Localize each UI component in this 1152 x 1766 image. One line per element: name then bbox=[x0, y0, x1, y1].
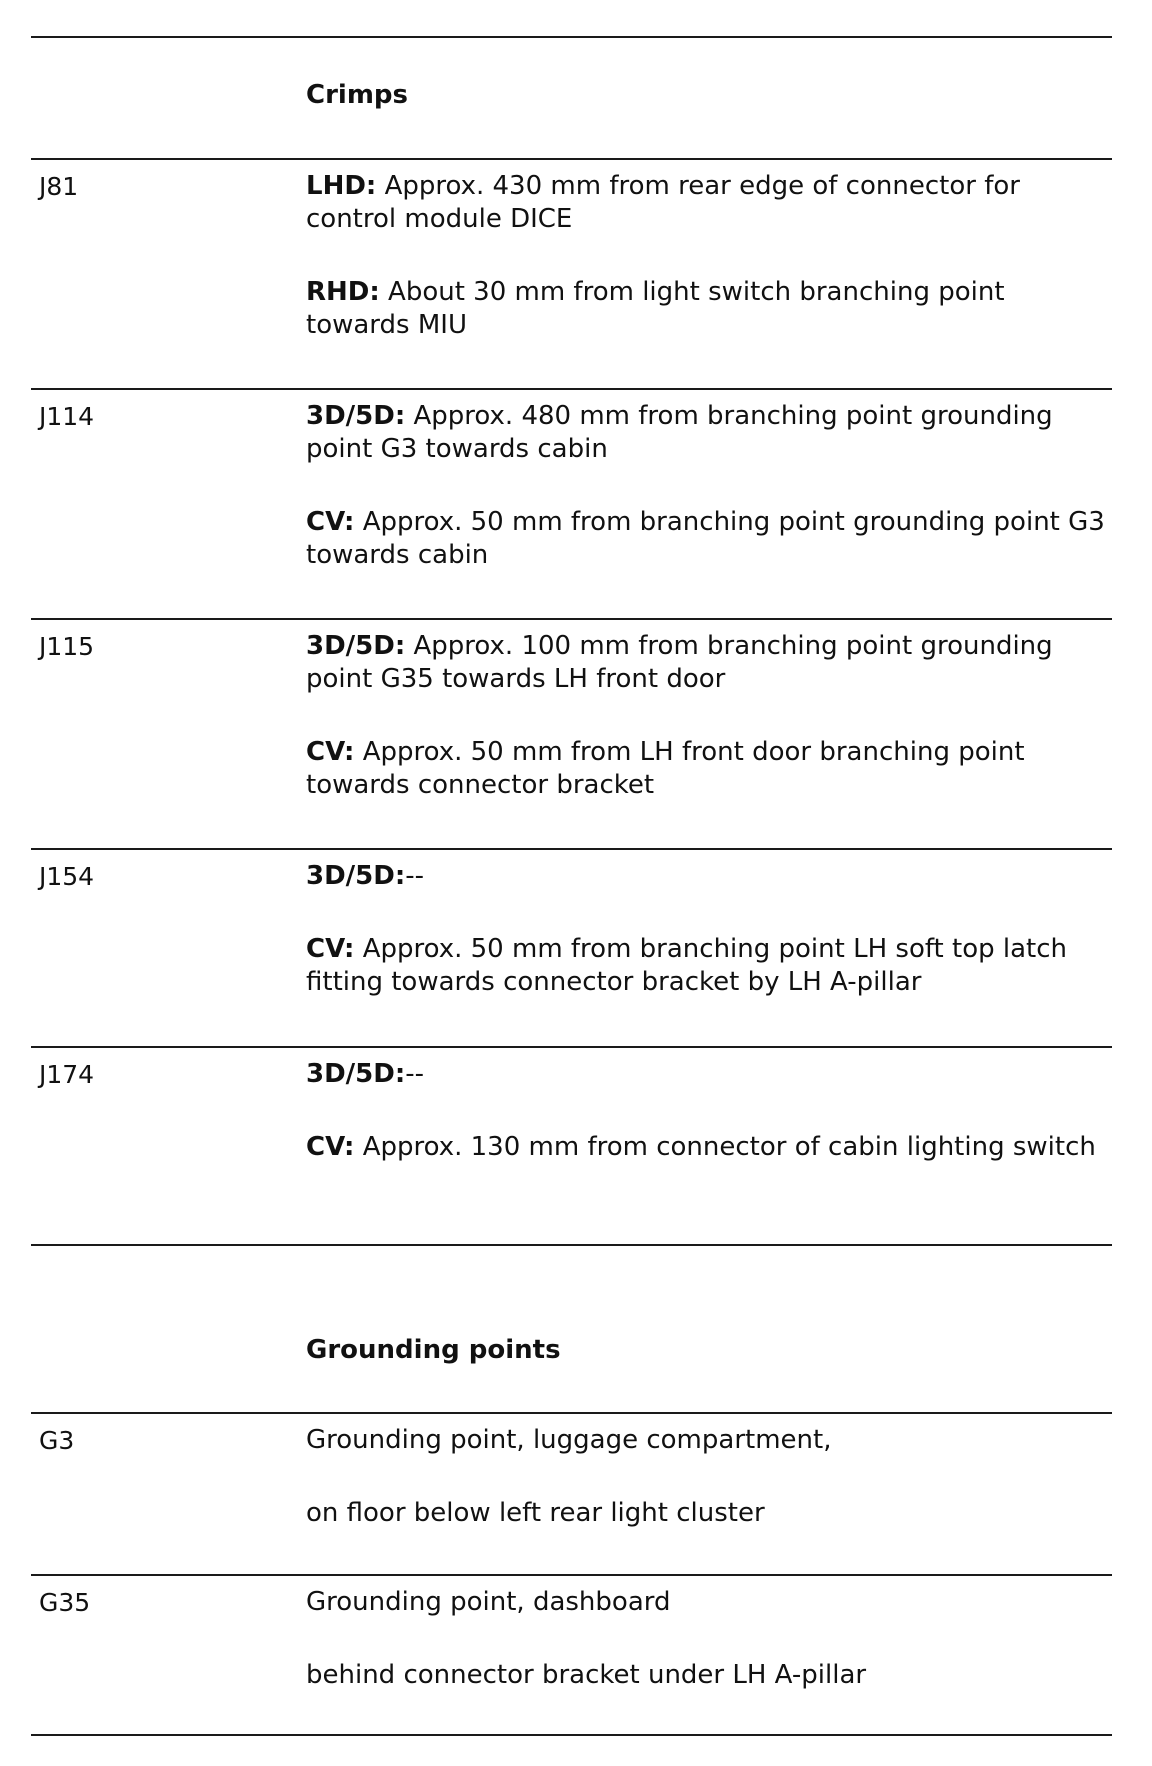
table-top-rule bbox=[31, 36, 1112, 38]
variant-text: Approx. 430 mm from rear edge of connector for control module DICE bbox=[306, 171, 1020, 234]
crimp-code: J154 bbox=[39, 862, 95, 891]
crimp-description bbox=[306, 860, 1111, 999]
row-divider bbox=[31, 158, 1112, 160]
row-divider bbox=[31, 388, 1112, 390]
variant-paragraph bbox=[306, 736, 1111, 802]
variant-text: About 30 mm from light switch branching point towards MIU bbox=[306, 277, 1005, 340]
variant-text: -- bbox=[405, 1059, 425, 1089]
grounding-description bbox=[306, 1586, 1111, 1692]
variant-text: Approx. 50 mm from branching point LH soft top latch fitting towards connector bracket by LH A-pillar bbox=[306, 934, 1067, 997]
section-divider bbox=[31, 1244, 1112, 1246]
grounding-code: G35 bbox=[39, 1588, 91, 1617]
description-line: Grounding point, luggage compartment, bbox=[306, 1425, 832, 1455]
variant-label: 3D/5D: bbox=[306, 401, 406, 431]
crimp-code: J174 bbox=[39, 1060, 95, 1089]
table-bottom-rule bbox=[31, 1734, 1112, 1736]
variant-paragraph bbox=[306, 400, 1111, 466]
variant-label: CV: bbox=[306, 934, 355, 964]
variant-paragraph bbox=[306, 506, 1111, 572]
row-divider bbox=[31, 1412, 1112, 1414]
crimps-heading: Crimps bbox=[306, 80, 408, 110]
variant-label: 3D/5D: bbox=[306, 861, 406, 891]
variant-label: RHD: bbox=[306, 277, 380, 307]
crimp-code: J114 bbox=[39, 402, 95, 431]
grounding-points-heading: Grounding points bbox=[306, 1335, 561, 1365]
grounding-description bbox=[306, 1424, 1111, 1530]
variant-paragraph bbox=[306, 170, 1111, 236]
crimp-code: J81 bbox=[39, 172, 79, 201]
description-line: Grounding point, dashboard bbox=[306, 1587, 671, 1617]
variant-paragraph bbox=[306, 860, 1111, 893]
variant-text: -- bbox=[405, 861, 425, 891]
row-divider bbox=[31, 848, 1112, 850]
variant-paragraph bbox=[306, 1058, 1111, 1091]
variant-text: Approx. 100 mm from branching point grounding point G35 towards LH front door bbox=[306, 631, 1053, 694]
variant-label: 3D/5D: bbox=[306, 631, 406, 661]
variant-text: Approx. 50 mm from LH front door branching point towards connector bracket bbox=[306, 737, 1025, 800]
variant-label: CV: bbox=[306, 1132, 355, 1162]
variant-label: CV: bbox=[306, 737, 355, 767]
variant-label: 3D/5D: bbox=[306, 1059, 406, 1089]
description-line: behind connector bracket under LH A-pillar bbox=[306, 1660, 867, 1690]
variant-paragraph bbox=[306, 630, 1111, 696]
variant-text: Approx. 480 mm from branching point grounding point G3 towards cabin bbox=[306, 401, 1053, 464]
crimp-code: J115 bbox=[39, 632, 95, 661]
crimp-description bbox=[306, 1058, 1111, 1164]
variant-text: Approx. 130 mm from connector of cabin lighting switch bbox=[354, 1132, 1096, 1162]
variant-label: CV: bbox=[306, 507, 355, 537]
row-divider bbox=[31, 1574, 1112, 1576]
variant-label: LHD: bbox=[306, 171, 377, 201]
variant-paragraph bbox=[306, 1131, 1111, 1164]
row-divider bbox=[31, 618, 1112, 620]
row-divider bbox=[31, 1046, 1112, 1048]
crimp-description bbox=[306, 400, 1111, 572]
description-line: on floor below left rear light cluster bbox=[306, 1498, 765, 1528]
variant-paragraph bbox=[306, 276, 1111, 342]
variant-text: Approx. 50 mm from branching point grounding point G3 towards cabin bbox=[306, 507, 1105, 570]
crimp-description bbox=[306, 170, 1111, 342]
crimp-description bbox=[306, 630, 1111, 802]
variant-paragraph bbox=[306, 933, 1111, 999]
grounding-code: G3 bbox=[39, 1426, 75, 1455]
